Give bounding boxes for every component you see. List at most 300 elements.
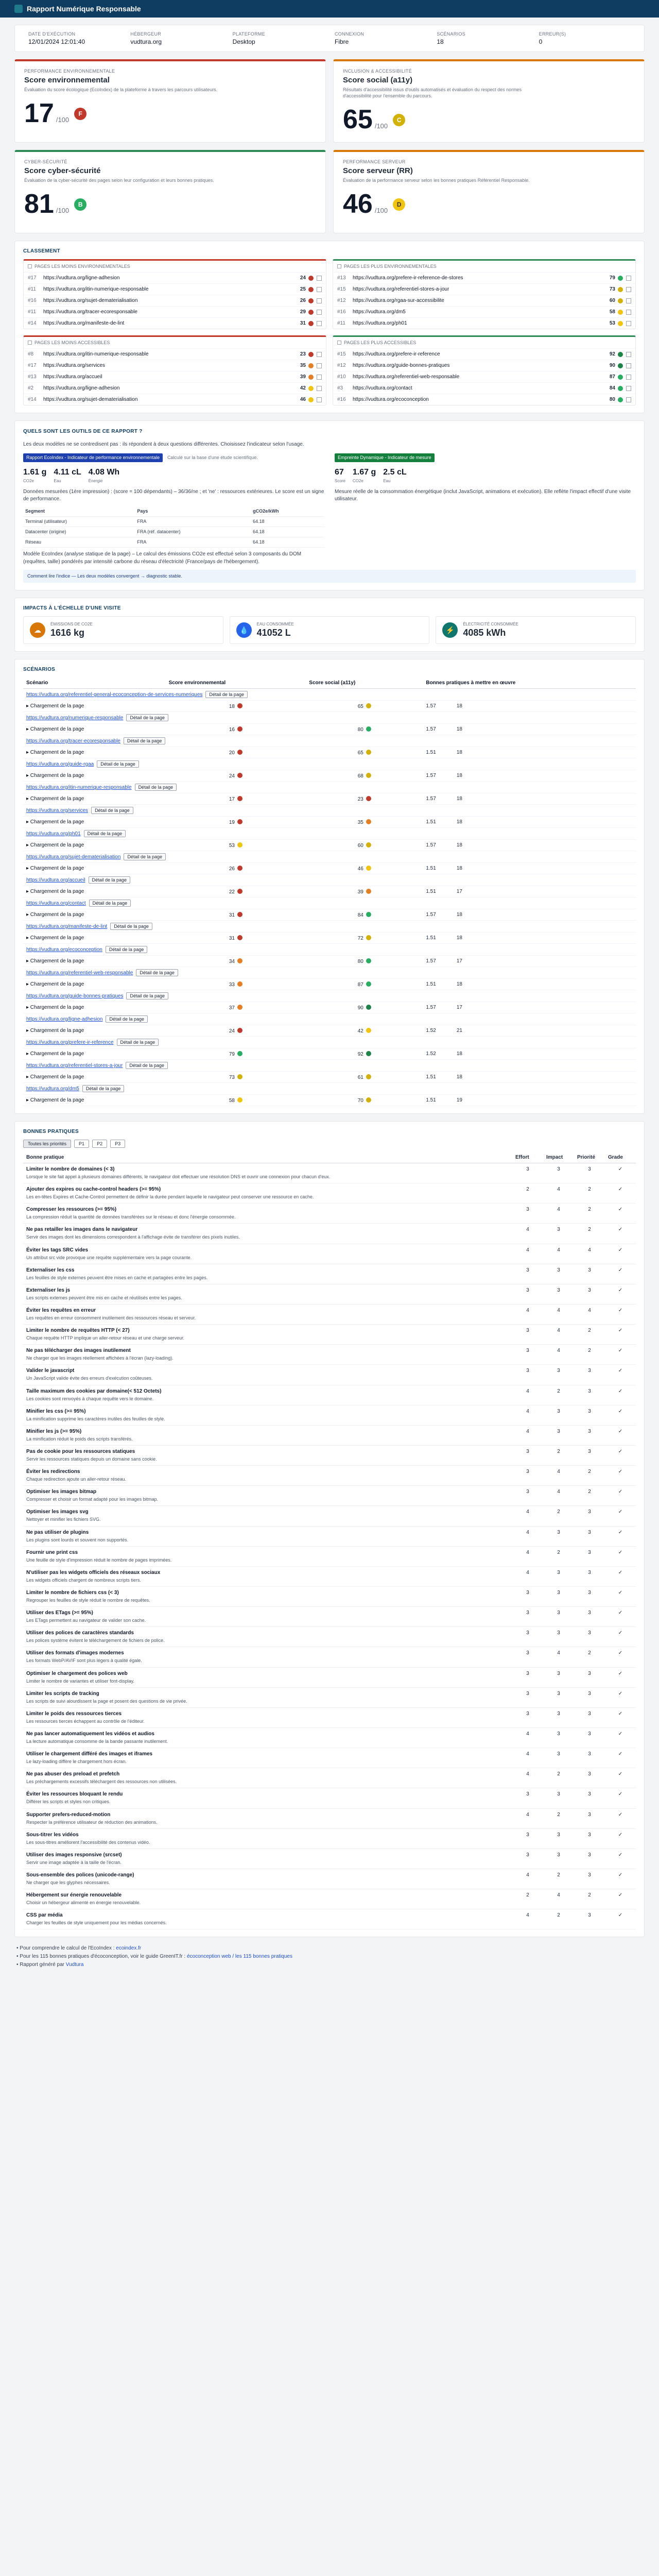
ranking-url[interactable]: https://vudtura.org/ecoconception	[353, 397, 429, 402]
scenario-url-link[interactable]: https://vudtura.org/manifeste-de-lint	[26, 924, 108, 930]
impact-value: 4085 kWh	[463, 628, 506, 638]
env-score: 34	[229, 958, 235, 964]
row-checkbox-icon[interactable]	[317, 352, 322, 357]
bp-description: Ne charger que les images réellement affichées à l'écran (lazy-loading).	[26, 1355, 174, 1361]
ranking-row[interactable]	[24, 295, 326, 306]
scenarios-table	[23, 677, 636, 1106]
ranking-url[interactable]: https://vudtura.org/ligne-adhesion	[43, 385, 120, 391]
bp-main-cell	[23, 1607, 512, 1627]
ref-header: Segment	[23, 506, 135, 517]
page-detail-button[interactable]: Détail de la page	[89, 876, 131, 884]
ranking-url[interactable]: https://vudtura.org/rgaa-sur-accessibilite	[353, 298, 444, 303]
ranking-url[interactable]: https://vudtura.org/services	[43, 363, 106, 368]
kpi-label: Énergie	[88, 479, 103, 484]
scenario-url-link[interactable]: https://vudtura.org/guide-rgaa	[26, 761, 94, 768]
kpi-value: 4.08 Wh	[88, 468, 120, 477]
social-score: 80	[357, 958, 363, 964]
page-detail-button[interactable]: Détail de la page	[117, 1039, 159, 1046]
scenario-url-link[interactable]: https://vudtura.org/sujet-dematerialisation	[26, 854, 121, 860]
ranking-row[interactable]	[24, 382, 326, 394]
scenario-url-cell	[23, 689, 636, 701]
ranking-row[interactable]	[333, 360, 635, 371]
social-score-cell	[306, 1095, 423, 1106]
ranking-row[interactable]	[333, 394, 635, 405]
bp-description: Nettoyer et minifier les fichiers SVG.	[26, 1517, 101, 1522]
bp-header: Impact	[543, 1152, 574, 1163]
social-score: 42	[357, 1028, 363, 1034]
page-detail-button[interactable]: Détail de la page	[124, 853, 166, 860]
env-score-cell	[166, 956, 306, 967]
ranking-score: 90	[609, 363, 615, 368]
ranking-card	[23, 335, 326, 405]
bp-main-cell	[23, 1849, 512, 1869]
ranking-row[interactable]	[333, 382, 635, 394]
bp-header: Grade	[605, 1152, 636, 1163]
bp-description: Les ressources tierces échappent au contrôle de l'éditeur.	[26, 1718, 145, 1724]
page-detail-button[interactable]: Détail de la page	[97, 760, 139, 768]
meta-value: Desktop	[232, 38, 255, 45]
ranking-row[interactable]	[333, 348, 635, 360]
bp-description: Les requêtes en erreur consomment inutilement des ressources réseau et serveur.	[26, 1315, 196, 1321]
bp-effort: 2	[512, 1183, 543, 1204]
bp-main-cell	[23, 1667, 512, 1687]
bp-impact: 3	[543, 1405, 574, 1425]
bp-grade-check-icon: ✓	[605, 1325, 636, 1345]
ranking-row[interactable]	[24, 272, 326, 283]
bp-description: La minification supprime les caractères inutiles des feuilles de style.	[26, 1416, 165, 1421]
page-detail-button[interactable]: Détail de la page	[126, 1062, 168, 1069]
ranking-row[interactable]	[333, 371, 635, 382]
page-detail-button[interactable]: Détail de la page	[136, 969, 178, 976]
grade-dot-icon	[618, 363, 623, 368]
page-detail-button[interactable]: Détail de la page	[106, 1015, 148, 1023]
row-checkbox-icon[interactable]	[626, 375, 631, 380]
bp-title: Ne pas abuser des preload et prefetch	[26, 1771, 120, 1777]
bp-row	[23, 1224, 636, 1244]
bp-cell	[423, 770, 636, 782]
meta-label: SCÉNARIOS	[437, 31, 466, 37]
ecoindex-text: Données mesurées (1ère impression) : (score = 100 dépendants) – 36/36/ne ; et 'ne' : ressources extérieures. Le score est un signe de performance.	[23, 488, 324, 502]
page-detail-button[interactable]: Détail de la page	[124, 737, 166, 744]
scenario-url-link[interactable]: https://vudtura.org/referentiel-web-responsable	[26, 970, 133, 976]
score-card	[14, 59, 326, 143]
bp-effort: 3	[512, 1707, 543, 1727]
scenario-url-row	[23, 1083, 636, 1095]
row-checkbox-icon[interactable]	[626, 310, 631, 315]
score-unit: /100	[56, 116, 70, 124]
ref-cell: 64.18	[251, 516, 324, 527]
env-score: 26	[229, 866, 235, 872]
ref-cell: FRA	[135, 516, 251, 527]
scenario-url-link[interactable]: https://vudtura.org/contact	[26, 901, 86, 907]
row-checkbox-icon[interactable]	[626, 298, 631, 303]
bp-description: Les widgets officiels chargent de nombreux scripts tiers.	[26, 1577, 141, 1583]
ranking-url[interactable]: https://vudtura.org/contact	[353, 385, 412, 391]
checkbox-icon[interactable]	[337, 264, 341, 268]
ranking-url[interactable]: https://vudtura.org/itin-numerique-responsable	[43, 351, 149, 357]
checkbox-icon[interactable]	[337, 341, 341, 345]
bp-description: Regrouper les feuilles de style réduit le nombre de requêtes.	[26, 1598, 150, 1603]
ecoindex-panel	[23, 453, 324, 566]
row-checkbox-icon[interactable]	[317, 321, 322, 326]
scenario-url-link[interactable]: https://vudtura.org/referentiel-general-ecoconception-de-services-numeriques	[26, 692, 203, 698]
ranking-row[interactable]	[333, 317, 635, 329]
grade-dot-icon	[366, 981, 371, 987]
score-value: 81	[24, 189, 54, 219]
ranking-url[interactable]: https://vudtura.org/referentiel-stores-a-jour	[353, 286, 449, 292]
bp-title: Ajouter des expires ou cache-control headers (>= 95%)	[26, 1187, 161, 1193]
ranking-row[interactable]	[24, 283, 326, 295]
ecoindex-link[interactable]: ecoindex.fr	[116, 1945, 142, 1952]
checkbox-icon[interactable]	[28, 264, 32, 268]
scenario-step: ▸ Chargement de la page	[23, 1095, 166, 1106]
grade-dot-icon	[308, 287, 314, 292]
execution-meta	[14, 25, 645, 52]
scenario-step-row	[23, 701, 636, 712]
ranking-score: 92	[609, 351, 615, 357]
scenario-url-link[interactable]: https://vudtura.org/tracer-ecoresponsable	[26, 738, 120, 744]
bp-filter-button[interactable]: P1	[74, 1140, 89, 1148]
social-score: 65	[357, 703, 363, 709]
bp-row	[23, 1425, 636, 1445]
bp-row	[23, 1325, 636, 1345]
row-checkbox-icon[interactable]	[626, 276, 631, 281]
env-score-cell	[166, 1072, 306, 1083]
grade-dot-icon	[237, 750, 242, 755]
scenario-url-link[interactable]: https://vudtura.org/prefere-ir-reference	[26, 1040, 114, 1046]
bp-impact: 3	[543, 1284, 574, 1304]
grade-dot-icon	[308, 363, 314, 368]
social-score: 72	[357, 935, 363, 941]
bp-impact: 2	[543, 1869, 574, 1889]
checkbox-icon[interactable]	[28, 341, 32, 345]
scenario-url-link[interactable]: https://vudtura.org/itin-numerique-responsable	[26, 785, 132, 791]
scenario-step: ▸ Chargement de la page	[23, 793, 166, 805]
ranking-url[interactable]: https://vudtura.org/prefere-ir-reference-de-stores	[353, 275, 463, 281]
ranking-url[interactable]: https://vudtura.org/itin-numerique-responsable	[43, 286, 149, 292]
bp-header: Priorité	[574, 1152, 605, 1163]
ranking-row[interactable]	[24, 348, 326, 360]
bp-cell	[423, 863, 636, 874]
grade-dot-icon	[237, 842, 242, 848]
bp-impact: 3	[543, 1566, 574, 1586]
page-detail-button[interactable]: Détail de la page	[126, 714, 168, 721]
ranking-row[interactable]	[333, 306, 635, 317]
bp-effort: 3	[512, 1446, 543, 1466]
grade-dot-icon	[618, 321, 623, 326]
social-score-cell	[306, 1002, 423, 1013]
bp-cell	[423, 956, 636, 967]
grade-dot-icon	[237, 981, 242, 987]
scenario-step-row	[23, 1048, 636, 1060]
bp-priority: 4	[574, 1244, 605, 1264]
scenario-step: ▸ Chargement de la page	[23, 817, 166, 828]
grade-dot-icon	[366, 819, 371, 824]
ranking-url[interactable]: https://vudtura.org/sujet-dematerialisation	[43, 397, 138, 402]
page-detail-button[interactable]: Détail de la page	[82, 1085, 125, 1092]
scenario-step: ▸ Chargement de la page	[23, 956, 166, 967]
score-overview	[14, 59, 645, 233]
page-detail-button[interactable]: Détail de la page	[126, 992, 168, 999]
grade-dot-icon	[366, 1005, 371, 1010]
bp-grade-check-icon: ✓	[605, 1385, 636, 1405]
ranking-card-header	[333, 337, 635, 348]
dynamic-text: Mesure réelle de la consommation énergétique (inclut JavaScript, animations et exécution). Elle reflète l'impact effectif d'une visite utilisateur.	[335, 488, 631, 502]
bp-grade-check-icon: ✓	[605, 1224, 636, 1244]
ranking-row[interactable]	[24, 317, 326, 329]
bp-row	[23, 1909, 636, 1929]
scenario-url-link[interactable]: https://vudtura.org/accueil	[26, 877, 85, 884]
social-score-cell	[306, 886, 423, 897]
scenario-url-cell	[23, 897, 636, 909]
page-detail-button[interactable]: Détail de la page	[205, 691, 248, 698]
social-score-cell	[306, 840, 423, 851]
row-checkbox-icon[interactable]	[626, 386, 631, 391]
bp-row	[23, 1627, 636, 1647]
env-score: 24	[229, 1028, 235, 1034]
scenario-url-link[interactable]: https://vudtura.org/dm5	[26, 1086, 79, 1092]
row-checkbox-icon[interactable]	[626, 321, 631, 326]
ranking-index: #17	[28, 363, 37, 368]
explain-title: QUELS SONT LES OUTILS DE CE RAPPORT ?	[23, 429, 143, 434]
ranking-url[interactable]: https://vudtura.org/prefere-ir-reference	[353, 351, 440, 357]
bp-row	[23, 1889, 636, 1909]
meta-label: HÉBERGEUR	[130, 31, 162, 37]
grade-badge: B	[74, 198, 86, 211]
bp-impact: 2	[543, 1506, 574, 1526]
social-score-cell	[306, 956, 423, 967]
env-score-cell	[166, 817, 306, 828]
env-score: 79	[229, 1051, 235, 1057]
bp-priority: 3	[574, 1788, 605, 1808]
ranking-row[interactable]	[333, 295, 635, 306]
bp-filter-button[interactable]: P2	[92, 1140, 107, 1148]
bp-count: 21	[456, 1028, 462, 1034]
env-score-cell	[166, 979, 306, 990]
bp-title: Limiter les scripts de tracking	[26, 1690, 99, 1697]
grade-dot-icon	[366, 958, 371, 963]
bp-count: 18	[456, 842, 462, 849]
ranking-url[interactable]: https://vudtura.org/tracer-ecoresponsable	[43, 309, 137, 315]
ranking-score: 35	[300, 363, 306, 368]
bp-row	[23, 1768, 636, 1788]
impact-label: ÉLECTRICITÉ CONSOMMÉE	[463, 622, 518, 627]
bp-cell	[423, 933, 636, 944]
bp-title: Utiliser des polices de caractères standards	[26, 1630, 134, 1636]
bp-priority: 2	[574, 1224, 605, 1244]
bp-description: Servir les ressources statiques depuis un domaine sans cookie.	[26, 1456, 157, 1462]
grade-dot-icon	[618, 375, 623, 380]
ranking-index: #16	[28, 298, 37, 303]
ranking-score: 29	[300, 309, 306, 315]
scenario-url-cell	[23, 828, 636, 840]
bp-ratio: 1.51	[426, 750, 436, 756]
bp-title: Limiter le poids des ressources tierces	[26, 1710, 122, 1717]
bp-description: Les scripts externes peuvent être mis en cache et réutilisés entre les pages.	[26, 1295, 182, 1300]
bp-grade-check-icon: ✓	[605, 1486, 636, 1506]
bp-description: Les polices système évitent le téléchargement de fichiers de police.	[26, 1638, 165, 1643]
impact-grid	[23, 616, 636, 644]
ranking-row[interactable]	[24, 306, 326, 317]
page-detail-button[interactable]: Détail de la page	[89, 900, 131, 907]
env-score-cell	[166, 863, 306, 874]
ranking-row[interactable]	[24, 360, 326, 371]
bp-grade-check-icon: ✓	[605, 1889, 636, 1909]
page-detail-button[interactable]: Détail de la page	[135, 784, 177, 791]
grade-dot-icon	[618, 276, 623, 281]
grade-dot-icon	[366, 703, 371, 708]
scenario-step: ▸ Chargement de la page	[23, 724, 166, 735]
env-score: 16	[229, 726, 235, 733]
page-detail-button[interactable]: Détail de la page	[84, 830, 126, 837]
page-detail-button[interactable]: Détail de la page	[106, 946, 148, 953]
score-description: Évaluation de la cyber-sécurité des pages selon leur configuration et leurs bonnes pratiques.	[24, 178, 214, 183]
bp-title: Limiter le nombre de domaines (< 3)	[26, 1166, 115, 1173]
ranking-url[interactable]: https://vudtura.org/accueil	[43, 374, 102, 380]
bp-impact: 4	[543, 1889, 574, 1909]
score-name: Score serveur (RR)	[343, 166, 413, 175]
score-description: Évaluation de la performance serveur selon les bonnes pratiques Référentiel Responsable.	[343, 178, 530, 183]
explain-intro: Les deux modèles ne se contredisent pas : ils répondent à deux questions différentes. Choisissez l'indicateur selon l'usage.	[23, 441, 304, 447]
bp-cell	[423, 724, 636, 735]
ranking-row[interactable]	[24, 371, 326, 382]
bp-effort: 4	[512, 1304, 543, 1325]
scenario-step-row	[23, 770, 636, 782]
scenario-url-cell	[23, 805, 636, 817]
env-score: 22	[229, 889, 235, 895]
bp-priority: 3	[574, 1163, 605, 1183]
ranking-row[interactable]	[333, 283, 635, 295]
impact-title: IMPACTS À L'ÉCHELLE D'UNE VISITE	[23, 605, 121, 612]
bp-title: Ne pas utiliser de plugins	[26, 1529, 89, 1535]
bp-effort: 4	[512, 1244, 543, 1264]
row-checkbox-icon[interactable]	[317, 298, 322, 303]
row-checkbox-icon[interactable]	[626, 287, 631, 292]
row-checkbox-icon[interactable]	[626, 352, 631, 357]
social-score-cell	[306, 1025, 423, 1037]
row-checkbox-icon[interactable]	[317, 310, 322, 315]
scenario-url-link[interactable]: https://vudtura.org/numerique-responsable	[26, 715, 124, 721]
bp-row	[23, 1486, 636, 1506]
scenario-url-cell	[23, 921, 636, 933]
ranking-url[interactable]: https://vudtura.org/sujet-dematerialisation	[43, 298, 138, 303]
bp-count: 18	[456, 703, 462, 709]
dynamic-footprint-panel	[335, 453, 636, 566]
score-category: PERFORMANCE ENVIRONNEMENTALE	[24, 69, 115, 74]
scenario-url-cell	[23, 735, 636, 747]
bp-grade-check-icon: ✓	[605, 1607, 636, 1627]
bp-row	[23, 1163, 636, 1183]
bp-filter-button[interactable]: P3	[110, 1140, 125, 1148]
page-detail-button[interactable]: Détail de la page	[91, 807, 133, 814]
bp-main-cell	[23, 1304, 512, 1325]
ranking-row[interactable]	[333, 272, 635, 283]
scenario-step: ▸ Chargement de la page	[23, 1002, 166, 1013]
ranking-score: 84	[609, 385, 615, 391]
scenario-url-link[interactable]: https://vudtura.org/ecoconception	[26, 947, 102, 953]
scenario-step: ▸ Chargement de la page	[23, 701, 166, 712]
ranking-url[interactable]: https://vudtura.org/referentiel-web-responsable	[353, 374, 460, 380]
scenario-url-cell	[23, 967, 636, 979]
page-detail-button[interactable]: Détail de la page	[110, 923, 152, 930]
scenario-url-row	[23, 689, 636, 701]
social-score-cell	[306, 724, 423, 735]
vudtura-link[interactable]: Vudtura	[65, 1962, 84, 1968]
social-score: 80	[357, 726, 363, 733]
row-checkbox-icon[interactable]	[626, 397, 631, 402]
social-score: 61	[357, 1074, 363, 1080]
social-score: 90	[357, 1005, 363, 1011]
bp-description: Chaque redirection ajoute un aller-retour réseau.	[26, 1477, 127, 1482]
ranking-grid	[23, 259, 636, 405]
row-checkbox-icon[interactable]	[317, 276, 322, 281]
bp-row	[23, 1687, 636, 1707]
social-score-cell	[306, 933, 423, 944]
ranking-url[interactable]: https://vudtura.org/manifeste-de-lint	[43, 320, 125, 326]
ranking-url[interactable]: https://vudtura.org/ligne-adhesion	[43, 275, 120, 281]
bp-description: Servir des images dont les dimensions correspondent à l'affichage évite de transférer des pixels inutiles.	[26, 1234, 240, 1240]
env-score-cell	[166, 770, 306, 782]
ranking-url[interactable]: https://vudtura.org/guide-bonnes-pratiques	[353, 363, 450, 368]
impact-text	[463, 622, 518, 638]
kpi	[353, 466, 376, 484]
bp-ratio: 1.57	[426, 912, 436, 918]
scenario-url-link[interactable]: https://vudtura.org/referentiel-stores-a-jour	[26, 1063, 123, 1069]
scenario-step: ▸ Chargement de la page	[23, 933, 166, 944]
ranking-row[interactable]	[24, 394, 326, 405]
bp-cell	[423, 1025, 636, 1037]
bp-main-cell	[23, 1768, 512, 1788]
app-logo-icon	[14, 5, 23, 13]
bp-grade-check-icon: ✓	[605, 1365, 636, 1385]
bp-title: Optimiser le chargement des polices web	[26, 1670, 128, 1676]
grade-dot-icon	[237, 703, 242, 708]
scenario-url-link[interactable]: https://vudtura.org/services	[26, 808, 89, 814]
bp-impact: 2	[543, 1808, 574, 1828]
score-value: 17	[24, 98, 54, 129]
ranking-url[interactable]: https://vudtura.org/ph01	[353, 320, 407, 326]
greenit-link[interactable]: écoconception web / les 115 bonnes pratiques	[186, 1954, 292, 1960]
ref-header: gCO2e/kWh	[251, 506, 324, 517]
row-checkbox-icon[interactable]	[317, 363, 322, 368]
bp-priority: 2	[574, 1345, 605, 1365]
scenarios-section	[14, 659, 645, 1114]
ranking-url[interactable]: https://vudtura.org/dm5	[353, 309, 406, 315]
bp-grade-check-icon: ✓	[605, 1849, 636, 1869]
scenario-url-link[interactable]: https://vudtura.org/ligne-adhesion	[26, 1016, 103, 1023]
social-score: 84	[357, 912, 363, 918]
row-checkbox-icon[interactable]	[317, 386, 322, 391]
bp-row	[23, 1647, 636, 1667]
meta-value: 18	[437, 38, 444, 45]
bp-count: 17	[456, 958, 462, 964]
bp-row	[23, 1365, 636, 1385]
row-checkbox-icon[interactable]	[317, 375, 322, 380]
bp-grade-check-icon: ✓	[605, 1304, 636, 1325]
grade-dot-icon	[308, 386, 314, 391]
row-checkbox-icon[interactable]	[626, 363, 631, 368]
bp-title: Minifier les css (>= 95%)	[26, 1408, 86, 1414]
scenario-url-link[interactable]: https://vudtura.org/ph01	[26, 831, 81, 837]
bp-header: Bonne pratique	[23, 1152, 512, 1163]
row-checkbox-icon[interactable]	[317, 287, 322, 292]
bp-filter-button[interactable]: Toutes les priorités	[23, 1140, 71, 1148]
scenario-url-link[interactable]: https://vudtura.org/guide-bonnes-pratiques	[26, 993, 124, 999]
bp-count: 18	[456, 866, 462, 872]
bp-main-cell	[23, 1425, 512, 1445]
bp-main-cell	[23, 1163, 512, 1183]
row-checkbox-icon[interactable]	[317, 397, 322, 402]
